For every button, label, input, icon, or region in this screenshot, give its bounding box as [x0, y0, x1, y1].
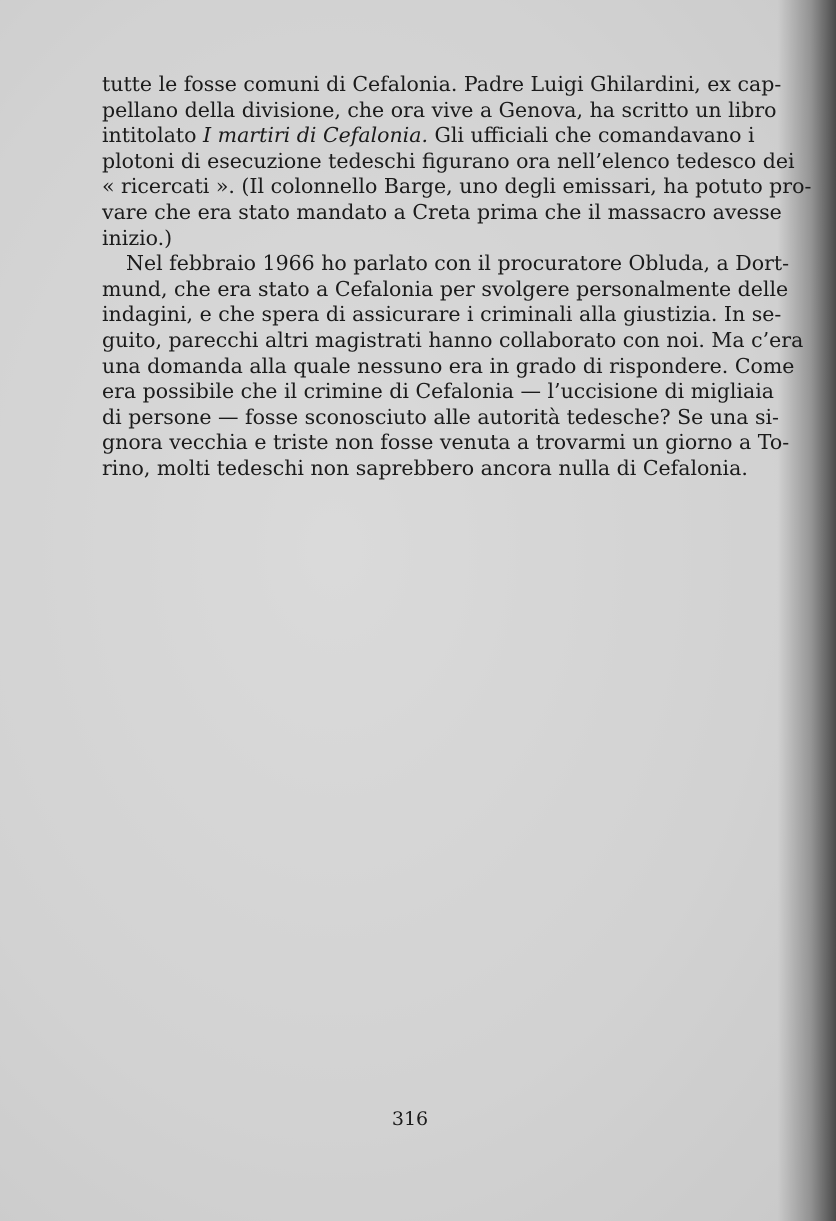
text-line: vare che era stato mandato a Creta prima che il massacro avesse — [102, 199, 782, 224]
page-number-text: 316 — [391, 1108, 429, 1130]
text-line: intitolato I martiri di Cefalonia. Gli ufficiali che comandavano i — [102, 123, 755, 148]
text-line: inizio.) — [102, 225, 173, 250]
text-line: rino, molti tedeschi non saprebbero ancora nulla di Cefalonia. — [102, 455, 748, 480]
text-line: indagini, e che spera di assicurare i criminali alla giustizia. In se- — [102, 302, 782, 327]
book-title-italic: I martiri di Cefalonia. — [203, 123, 428, 148]
text-line: pellano della divisione, che ora vive a Genova, ha scritto un libro — [102, 97, 777, 122]
text-line: tutte le fosse comuni di Cefalonia. Padre Luigi Ghilardini, ex cap- — [102, 72, 782, 96]
text-line: mund, che era stato a Cefalonia per svolgere personalmente delle — [102, 276, 789, 301]
text-line: una domanda alla quale nessuno era in grado di rispondere. Come — [102, 353, 795, 378]
paragraph-2 — [102, 251, 804, 481]
page-number — [0, 1108, 836, 1130]
paragraph-1 — [102, 72, 812, 251]
text-line: « ricercati ». (Il colonnello Barge, uno degli emissari, ha potuto pro- — [102, 174, 812, 199]
body-text — [102, 72, 812, 482]
text-line: Nel febbraio 1966 ho parlato con il procuratore Obluda, a Dort- — [126, 251, 790, 276]
text-line: di persone — fosse sconosciuto alle autorità tedesche? Se una si- — [102, 404, 779, 429]
text-line: plotoni di esecuzione tedeschi figurano ora nell’elenco tedesco dei — [102, 148, 795, 173]
text-line: gnora vecchia e triste non fosse venuta a trovarmi un giorno a To- — [102, 430, 790, 455]
text-line: guito, parecchi altri magistrati hanno collaborato con noi. Ma c’era — [102, 327, 804, 352]
text-line: era possibile che il crimine di Cefalonia — l’uccisione di migliaia — [102, 379, 774, 404]
